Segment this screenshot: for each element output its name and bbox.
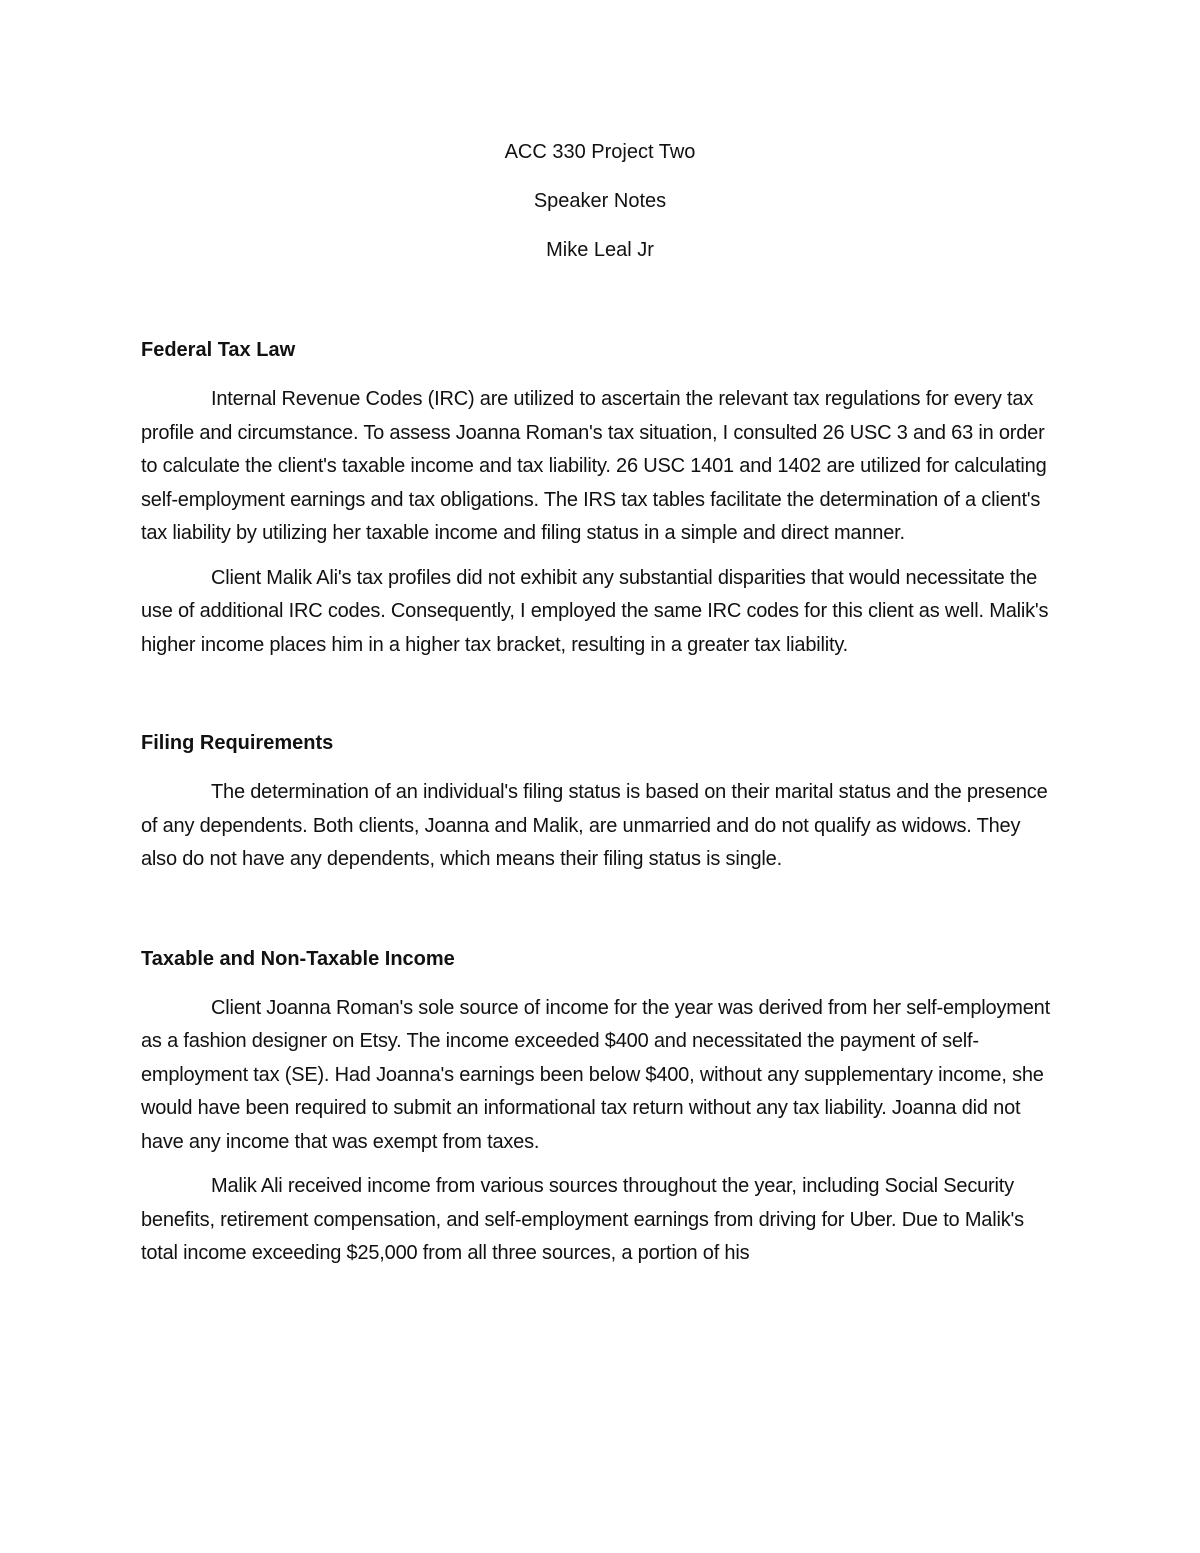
section-heading: Filing Requirements [141, 732, 334, 754]
section-heading: Taxable and Non-Taxable Income [141, 947, 455, 970]
course-title: ACC 330 Project Two [504, 141, 696, 163]
section-heading: Federal Tax Law [141, 339, 296, 361]
document-subtitle: Speaker Notes [533, 190, 667, 212]
paragraph: The determination of an individual's filing status is based on their marital status and the presence of any dependents. Both clients, Joanna and Malik, are unmarried and do not qualify as widows. They also do not have any dependents, which means their filing status is single. [141, 781, 1048, 870]
title-block [0, 140, 1200, 287]
paragraph: Client Joanna Roman's sole source of income for the year was derived from her self-employment as a fashion designer on Etsy. The income exceeded $400 and necessitated the payment of self-employment tax (SE). Had Joanna's earnings been below $400, without any supplementary income, she would have been required to submit an informational tax return without any tax liability. Joanna did not have any income that was exempt from taxes. [141, 996, 1050, 1153]
section-spacer [141, 673, 1061, 730]
paragraph: Client Malik Ali's tax profiles did not exhibit any substantial disparities that would necessitate the use of additional IRC codes. Consequently, I employed the same IRC codes for this client as well. Malik's higher income places him in a higher tax bracket, resulting in a greater tax liability. [141, 566, 1049, 656]
document-body [141, 337, 1061, 1282]
section-federal-tax-law [141, 337, 1061, 662]
section-spacer [141, 888, 1061, 946]
section-taxable-income [141, 946, 1061, 1271]
paragraph: Malik Ali received income from various sources throughout the year, including Social Security benefits, retirement compensation, and self-employment earnings from driving for Uber. Due to Malik's total income exceeding $25,000 from all three sources, a portion of his [141, 1175, 1024, 1264]
author-name: Mike Leal Jr [546, 239, 654, 261]
section-filing-requirements [141, 730, 1061, 877]
paragraph: Internal Revenue Codes (IRC) are utilized to ascertain the relevant tax regulations for every tax profile and circumstance. To assess Joanna Roman's tax situation, I consulted 26 USC 3 and 63 in order to calculate the client's taxable income and tax liability. 26 USC 1401 and 1402 are utilized for calculating self-employment earnings and tax obligations. The IRS tax tables facilitate the determination of a client's tax liability by utilizing her taxable income and filing status in a simple and direct manner. [141, 388, 1047, 544]
